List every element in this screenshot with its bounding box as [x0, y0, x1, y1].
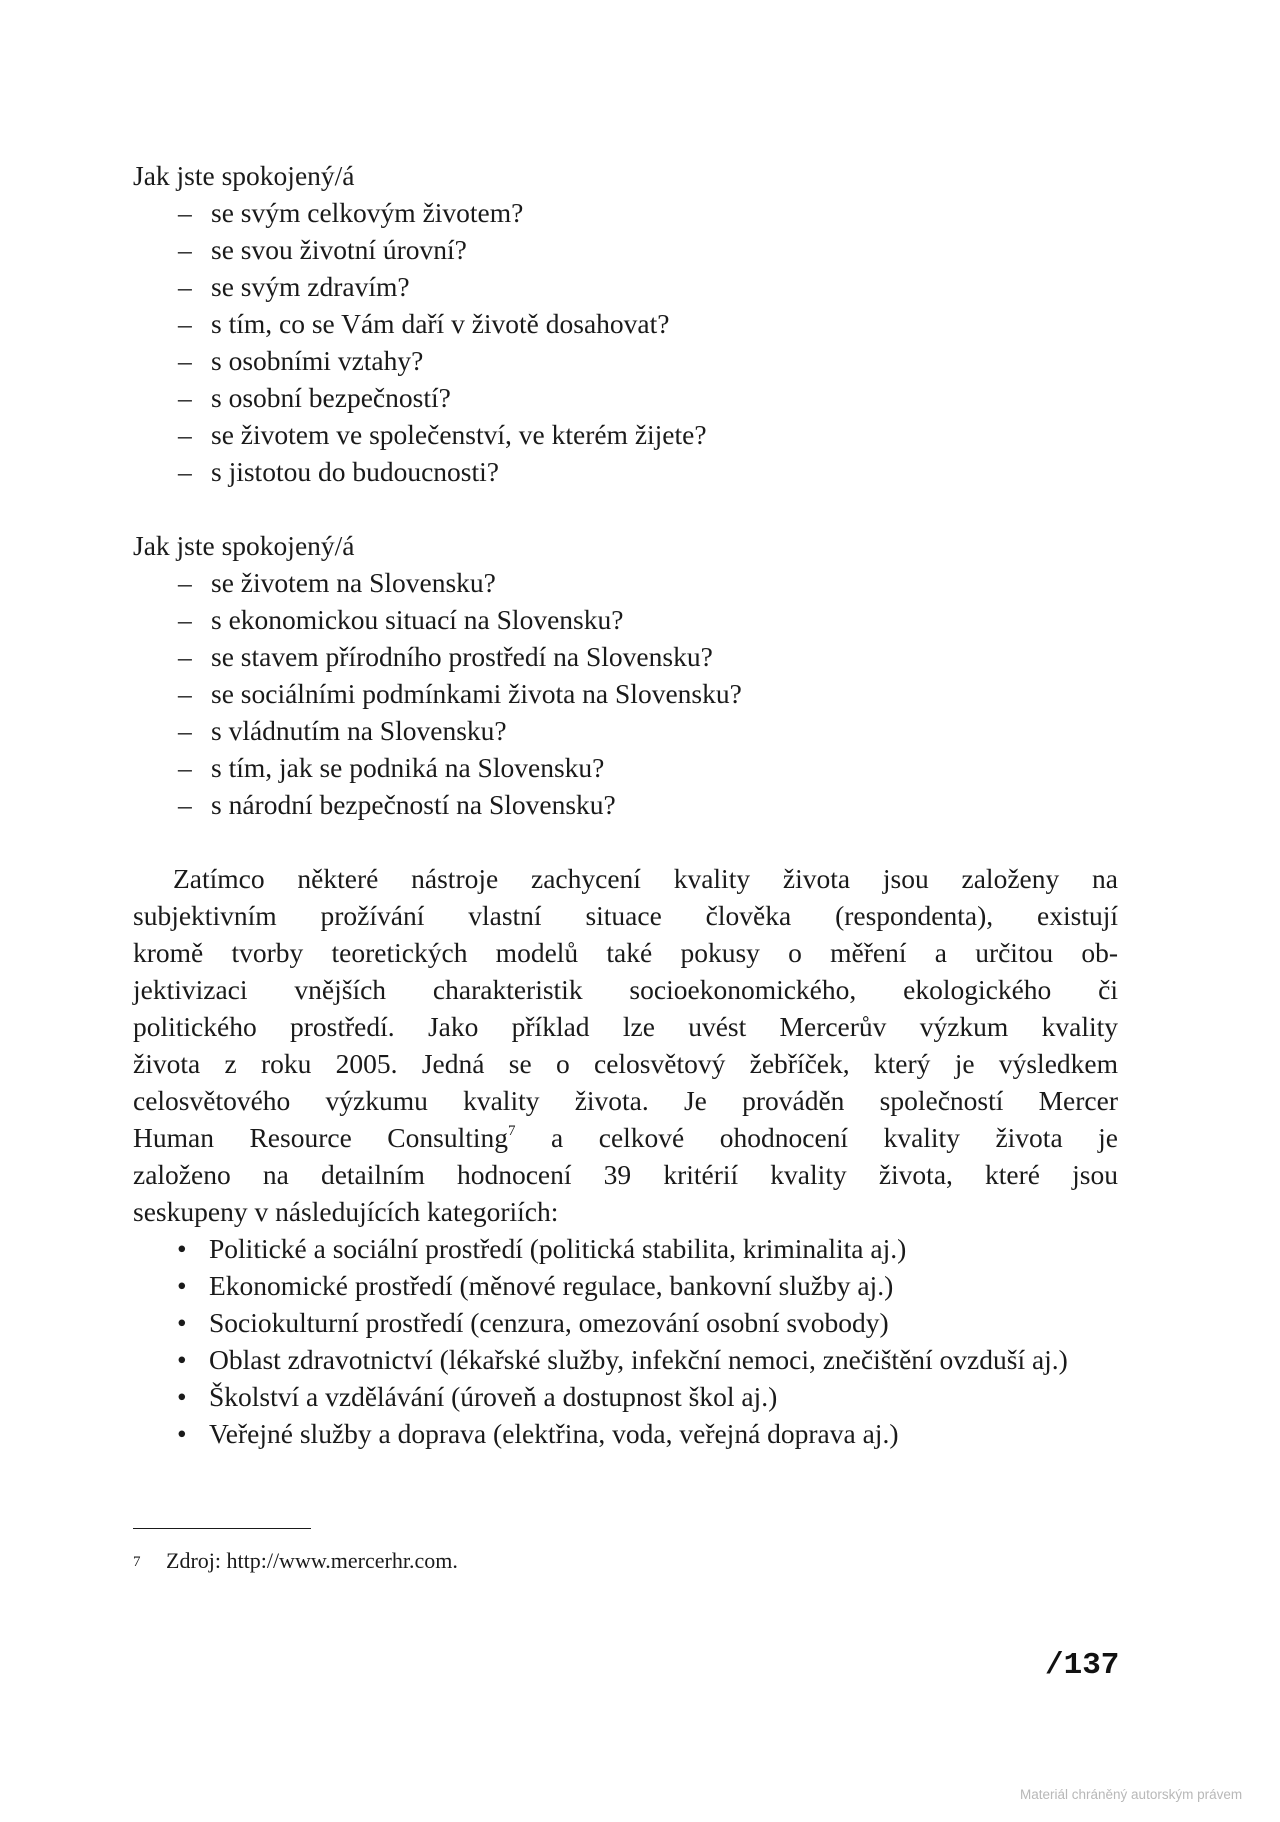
- dash-marker: –: [178, 678, 192, 709]
- question-item: [133, 749, 1118, 786]
- question-text: se stavem přírodního prostředí na Slovensku?: [211, 641, 713, 672]
- dash-marker: –: [178, 234, 192, 265]
- question-text: se životem ve společenství, ve kterém žijete?: [211, 419, 707, 450]
- category-item: [133, 1304, 1118, 1341]
- paragraph-line: Zatímco některé nástroje zachycení kvality života jsou založeny na: [173, 863, 1118, 894]
- dash-marker: –: [178, 308, 192, 339]
- category-text: Sociokulturní prostředí (cenzura, omezování osobní svobody): [209, 1307, 889, 1338]
- dash-marker: –: [178, 197, 192, 228]
- question-text: se svým celkovým životem?: [211, 197, 524, 228]
- category-list: [133, 1230, 1118, 1452]
- question-list: [133, 194, 1118, 490]
- bullet-marker: •: [177, 1381, 187, 1412]
- question-text: s tím, co se Vám daří v životě dosahovat?: [211, 308, 670, 339]
- category-item: [133, 1230, 1118, 1267]
- question-item: [133, 675, 1118, 712]
- question-item: [133, 564, 1118, 601]
- dash-marker: –: [178, 456, 192, 487]
- question-item: [133, 231, 1118, 268]
- question-item: [133, 194, 1118, 231]
- dash-marker: –: [178, 567, 192, 598]
- paragraph-text: a celkové ohodnocení kvality života je: [551, 1122, 1119, 1153]
- question-text: s jistotou do budoucnosti?: [211, 456, 499, 487]
- question-item: [133, 268, 1118, 305]
- paragraph-text: Human Resource Consulting: [133, 1122, 509, 1153]
- dash-marker: –: [178, 345, 192, 376]
- footnote-reference[interactable]: 7: [508, 1123, 516, 1139]
- question-text: se svým zdravím?: [211, 271, 410, 302]
- paragraph-line: života z roku 2005. Jedná se o celosvětový žebříček, který je výsledkem: [133, 1048, 1118, 1079]
- paragraph-line: subjektivním prožívání vlastní situace člověka (respondenta), existují: [133, 900, 1118, 931]
- question-item: [133, 379, 1118, 416]
- question-item: [133, 416, 1118, 453]
- question-item: [133, 453, 1118, 490]
- dash-marker: –: [178, 382, 192, 413]
- question-text: s národní bezpečností na Slovensku?: [211, 789, 616, 820]
- footnote-number: 7: [133, 1554, 141, 1570]
- paragraph-line: založeno na detailním hodnocení 39 kritérií kvality života, které jsou: [133, 1159, 1118, 1190]
- question-text: s tím, jak se podniká na Slovensku?: [211, 752, 605, 783]
- page-number: /137: [1045, 1648, 1120, 1683]
- dash-marker: –: [178, 789, 192, 820]
- questionnaire-block-slovakia: [133, 527, 1118, 823]
- question-item: [133, 712, 1118, 749]
- question-item: [133, 638, 1118, 675]
- category-text: Ekonomické prostředí (měnové regulace, bankovní služby aj.): [209, 1270, 894, 1301]
- copyright-watermark: Materiál chráněný autorským právem: [1020, 1787, 1243, 1802]
- footnote-text[interactable]: Zdroj: http://www.mercerhr.com.: [166, 1548, 458, 1573]
- question-item: [133, 342, 1118, 379]
- bullet-marker: •: [177, 1418, 187, 1449]
- category-text: Oblast zdravotnictví (lékařské služby, infekční nemoci, znečištění ovzduší aj.): [209, 1344, 1068, 1375]
- question-heading: Jak jste spokojený/á: [133, 160, 355, 191]
- dash-marker: –: [178, 715, 192, 746]
- category-text: Politické a sociální prostředí (politická stabilita, kriminalita aj.): [209, 1233, 907, 1264]
- question-text: se svou životní úrovní?: [211, 234, 467, 265]
- paragraph-line: seskupeny v následujících kategoriích:: [133, 1196, 559, 1227]
- category-item: [133, 1341, 1118, 1378]
- question-item: [133, 786, 1118, 823]
- paragraph-line: kromě tvorby teoretických modelů také pokusy o měření a určitou ob-: [133, 937, 1118, 968]
- questionnaire-block-personal: [133, 157, 1118, 490]
- footnote: [133, 1547, 458, 1576]
- question-text: se sociálními podmínkami života na Slovensku?: [211, 678, 742, 709]
- dash-marker: –: [178, 752, 192, 783]
- dash-marker: –: [178, 271, 192, 302]
- paragraph-line: jektivizaci vnějších charakteristik socioekonomického, ekologického či: [133, 974, 1118, 1005]
- body-paragraph: [133, 860, 1118, 1230]
- bullet-marker: •: [177, 1233, 187, 1264]
- paragraph-line: [133, 1119, 1118, 1156]
- question-text: s osobními vztahy?: [211, 345, 424, 376]
- category-text: Školství a vzdělávání (úroveň a dostupnost škol aj.): [209, 1381, 778, 1412]
- question-text: s osobní bezpečností?: [211, 382, 451, 413]
- page-body: [133, 157, 1118, 1452]
- question-heading: Jak jste spokojený/á: [133, 530, 355, 561]
- footnote-separator: [133, 1528, 311, 1529]
- bullet-marker: •: [177, 1270, 187, 1301]
- question-item: [133, 305, 1118, 342]
- paragraph-line: politického prostředí. Jako příklad lze uvést Mercerův výzkum kvality: [133, 1011, 1118, 1042]
- paragraph-line: celosvětového výzkumu kvality života. Je prováděn společností Mercer: [133, 1085, 1118, 1116]
- bullet-marker: •: [177, 1307, 187, 1338]
- dash-marker: –: [178, 419, 192, 450]
- bullet-marker: •: [177, 1344, 187, 1375]
- category-text: Veřejné služby a doprava (elektřina, voda, veřejná doprava aj.): [209, 1418, 899, 1449]
- dash-marker: –: [178, 604, 192, 635]
- category-item: [133, 1267, 1118, 1304]
- question-text: s vládnutím na Slovensku?: [211, 715, 507, 746]
- question-item: [133, 601, 1118, 638]
- question-text: se životem na Slovensku?: [211, 567, 496, 598]
- question-text: s ekonomickou situací na Slovensku?: [211, 604, 624, 635]
- category-item: [133, 1378, 1118, 1415]
- question-list: [133, 564, 1118, 823]
- category-item: [133, 1415, 1118, 1452]
- dash-marker: –: [178, 641, 192, 672]
